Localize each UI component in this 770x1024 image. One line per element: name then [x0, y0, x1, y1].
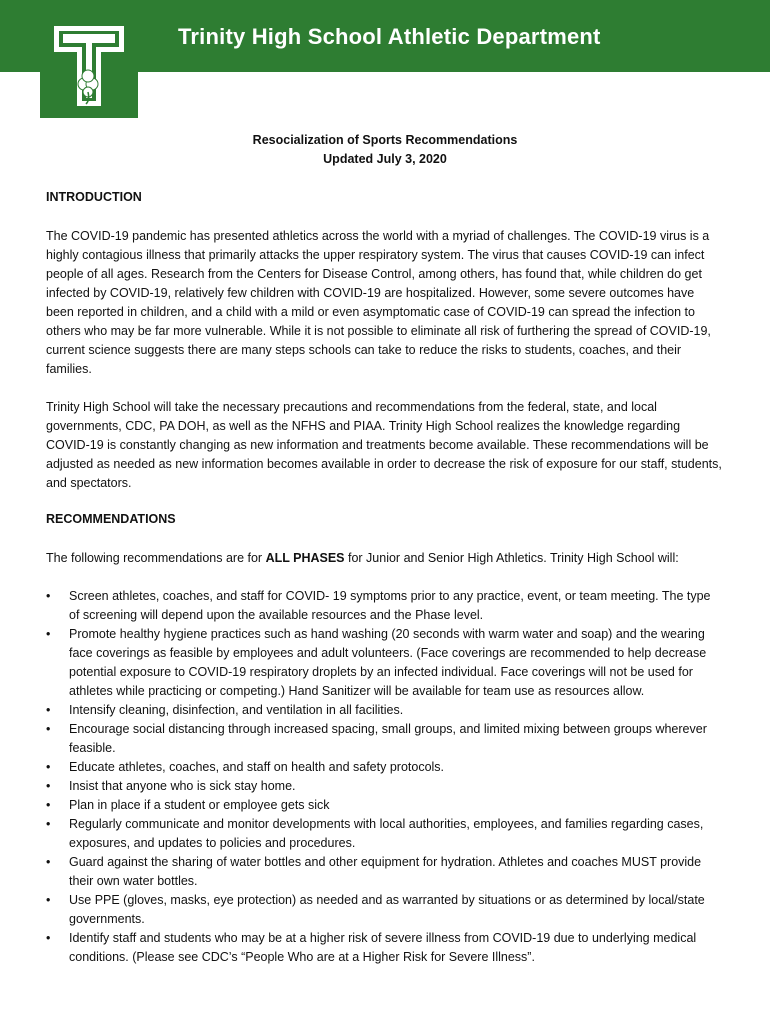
- introduction-paragraph-1: The COVID-19 pandemic has presented athletics across the world with a myriad of challenges. The COVID-19 virus is a highly contagious illness that primarily attacks the upper respiratory system. The virus that causes COVID-19 can infect people of all ages. Research from the Centers for Disease Control, among others, has found that, while children do get infected by COVID-19, relatively few children with COVID-19 are hospitalized. However, some severe outcomes have been reported in children, and a child with a mild or even asymptomatic case of COVID-19 can spread the infection to others who may be far more vulnerable. While it is not possible to eliminate all risk of furthering the spread of COVID-19, current science suggests there are many steps schools can take to reduce the risks to students, coaches, and their families.: [46, 229, 711, 376]
- list-item: • Intensify cleaning, disinfection, and ventilation in all facilities.: [46, 701, 722, 720]
- introduction-heading: INTRODUCTION: [46, 190, 142, 204]
- list-item: • Educate athletes, coaches, and staff on health and safety protocols.: [46, 758, 722, 777]
- lead-text: The following recommendations are for: [46, 551, 266, 565]
- list-item: • Identify staff and students who may be at a higher risk of severe illness from COVID-19 due to underlying medical conditions. (Please see CDC’s “People Who are at a Higher Risk for Severe Illness”.: [46, 929, 722, 967]
- t-shamrock-icon: [40, 12, 138, 118]
- document-updated-date: Updated July 3, 2020: [323, 152, 447, 166]
- list-item: • Use PPE (gloves, masks, eye protection) as needed and as warranted by situations or as determined by local/state governments.: [46, 891, 722, 929]
- lead-emphasis: ALL PHASES: [265, 551, 345, 565]
- list-item: • Promote healthy hygiene practices such as hand washing (20 seconds with warm water and soap) and the wearing face coverings as feasible by employees and adult volunteers. (Face coverings are recommended to help decrease potential exposure to COVID-19 respiratory droplets by an infected individual. Face coverings will not be used for athletes while practicing or competing.) Hand Sanitizer will be available for team use as resources allow.: [46, 625, 722, 701]
- recommendations-lead: [46, 549, 722, 568]
- list-item: • Encourage social distancing through increased spacing, small groups, and limited mixing between groups wherever feasible.: [46, 720, 722, 758]
- school-logo: [40, 12, 138, 118]
- page-title: Trinity High School Athletic Department: [178, 24, 601, 49]
- list-item: • Screen athletes, coaches, and staff for COVID- 19 symptoms prior to any practice, event, or team meeting. The type of screening will depend upon the available resources and the Phase level.: [46, 587, 722, 625]
- list-item: • Guard against the sharing of water bottles and other equipment for hydration. Athletes and coaches MUST provide their own water bottles.: [46, 853, 722, 891]
- recommendations-list: [46, 587, 722, 967]
- list-item: • Insist that anyone who is sick stay home.: [46, 777, 722, 796]
- lead-text-end: for Junior and Senior High Athletics. Trinity High School will:: [344, 551, 679, 565]
- list-item: • Regularly communicate and monitor developments with local authorities, employees, and families regarding cases, exposures, and updates to policies and procedures.: [46, 815, 722, 853]
- introduction-paragraph-2: Trinity High School will take the necessary precautions and recommendations from the federal, state, and local governments, CDC, PA DOH, as well as the NFHS and PIAA. Trinity High School realizes the knowledge regarding COVID-19 is constantly changing as new information and treatments become available. These recommendations will be adjusted as needed as new information becomes available in order to decrease the risk of exposure for our staff, students, and spectators.: [46, 400, 722, 490]
- list-item: • Plan in place if a student or employee gets sick: [46, 796, 722, 815]
- document-title: Resocialization of Sports Recommendations: [252, 133, 518, 147]
- recommendations-heading: RECOMMENDATIONS: [46, 512, 176, 526]
